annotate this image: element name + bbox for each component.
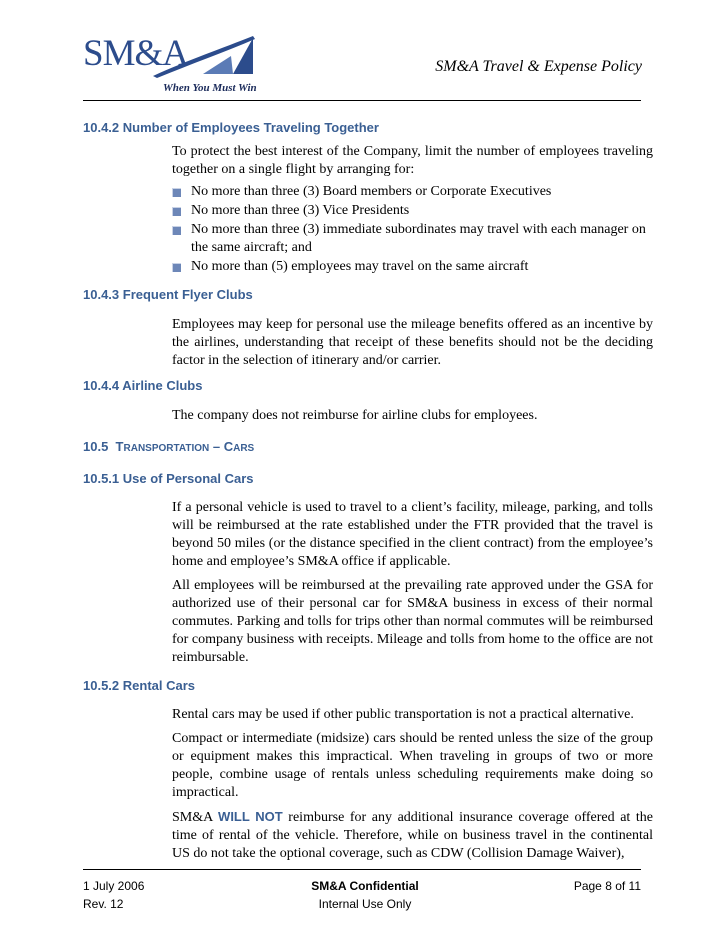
list-item xyxy=(172,221,653,257)
bullet-list xyxy=(172,183,653,276)
document-title: SM&A Travel & Expense Policy xyxy=(435,58,642,75)
heading-cap-c: C xyxy=(223,439,234,454)
section-heading-10-5-2: 10.5.2 Rental Cars xyxy=(83,678,196,693)
section-paragraph: All employees will be reimbursed at the prevailing rate approved under the GSA for authorized use of their personal car for SM&A business in excess of their normal commutes. Parking and tolls for trips other than normal commutes will be reimbursed for company business with receipts. Mileage and tolls from home to the office are not reimbursable. xyxy=(172,578,653,665)
section-heading-10-4-3: 10.4.3 Frequent Flyer Clubs xyxy=(83,287,253,302)
section-paragraph: To protect the best interest of the Company, limit the number of employees traveling together on a single flight by arranging for: xyxy=(172,144,653,177)
footer-revision: Rev. 12 xyxy=(83,897,124,911)
square-bullet-icon xyxy=(172,207,181,216)
footer-center xyxy=(290,877,440,913)
footer-date: 1 July 2006 xyxy=(83,879,145,893)
header-divider xyxy=(83,100,641,101)
list-item xyxy=(172,202,653,220)
section-paragraph: Employees may keep for personal use the mileage benefits offered as an incentive by the airlines, understanding that receipt of these benefits should not be the deciding factor in the selection of itinerary and/or carrier. xyxy=(172,317,653,368)
logo-tagline: When You Must Win xyxy=(163,82,257,94)
section-heading-10-4-2: 10.4.2 Number of Employees Traveling Together xyxy=(83,120,379,135)
heading-cap-t: T xyxy=(115,439,124,454)
section-heading-10-4-4: 10.4.4 Airline Clubs xyxy=(83,378,203,393)
section-paragraph: If a personal vehicle is used to travel to a client’s facility, mileage, parking, and tolls will be reimbursed at the rate established under the FTR provided that the travel is beyond 50 miles (or the distance specified in the client contract) from the employee’s home and employee’s SM&A office if applicable. xyxy=(172,500,653,569)
section-paragraph: The company does not reimburse for airline clubs for employees. xyxy=(172,408,538,423)
list-item-text: No more than three (3) immediate subordinates may travel with each manager on the same aircraft; and xyxy=(191,222,646,255)
section-heading-10-5-1: 10.5.1 Use of Personal Cars xyxy=(83,471,254,486)
heading-small-caps: RANSPORTATION xyxy=(123,443,210,454)
list-item-text: No more than three (3) Board members or Corporate Executives xyxy=(191,184,552,199)
square-bullet-icon xyxy=(172,226,181,235)
square-bullet-icon xyxy=(172,188,181,197)
heading-small-caps: ARS xyxy=(233,443,255,454)
square-bullet-icon xyxy=(172,263,181,272)
section-number: 10.5 xyxy=(83,439,109,454)
list-item xyxy=(172,183,653,201)
logo-wordmark: SM&A xyxy=(83,33,188,74)
footer-divider xyxy=(83,869,641,870)
list-item-text: No more than (5) employees may travel on the same aircraft xyxy=(191,259,529,274)
section-paragraph: Compact or intermediate (midsize) cars should be rented unless the size of the group or equipment makes this impractical. When traveling in groups of two or more people, combine usage of rentals unless scheduling requirements make doing so impractical. xyxy=(172,731,653,800)
sma-logo xyxy=(83,30,263,98)
footer-left xyxy=(83,877,144,913)
paragraph-text: SM&A xyxy=(172,810,219,825)
footer-confidential: SM&A Confidential xyxy=(311,879,419,893)
document-body xyxy=(83,119,653,863)
section-paragraph: Rental cars may be used if other public transportation is not a practical alternative. xyxy=(172,707,634,722)
heading-dash: – xyxy=(209,439,224,454)
list-item xyxy=(172,258,653,276)
section-paragraph xyxy=(172,808,653,863)
emphasis-will-not: WILL NOT xyxy=(218,809,283,824)
page-number: Page 8 of 11 xyxy=(573,879,641,893)
footer-right xyxy=(574,877,641,895)
footer-internal: Internal Use Only xyxy=(318,897,412,911)
list-item-text: No more than three (3) Vice Presidents xyxy=(191,203,410,218)
paragraph-text: reimburse for any additional insurance coverage offered at the time of rental of the vehicle. Therefore, while on business travel in the continental US do not take the optional coverage, such as CDW (Collision Damage Waiver), xyxy=(172,810,653,861)
section-heading-10-5 xyxy=(83,438,653,458)
